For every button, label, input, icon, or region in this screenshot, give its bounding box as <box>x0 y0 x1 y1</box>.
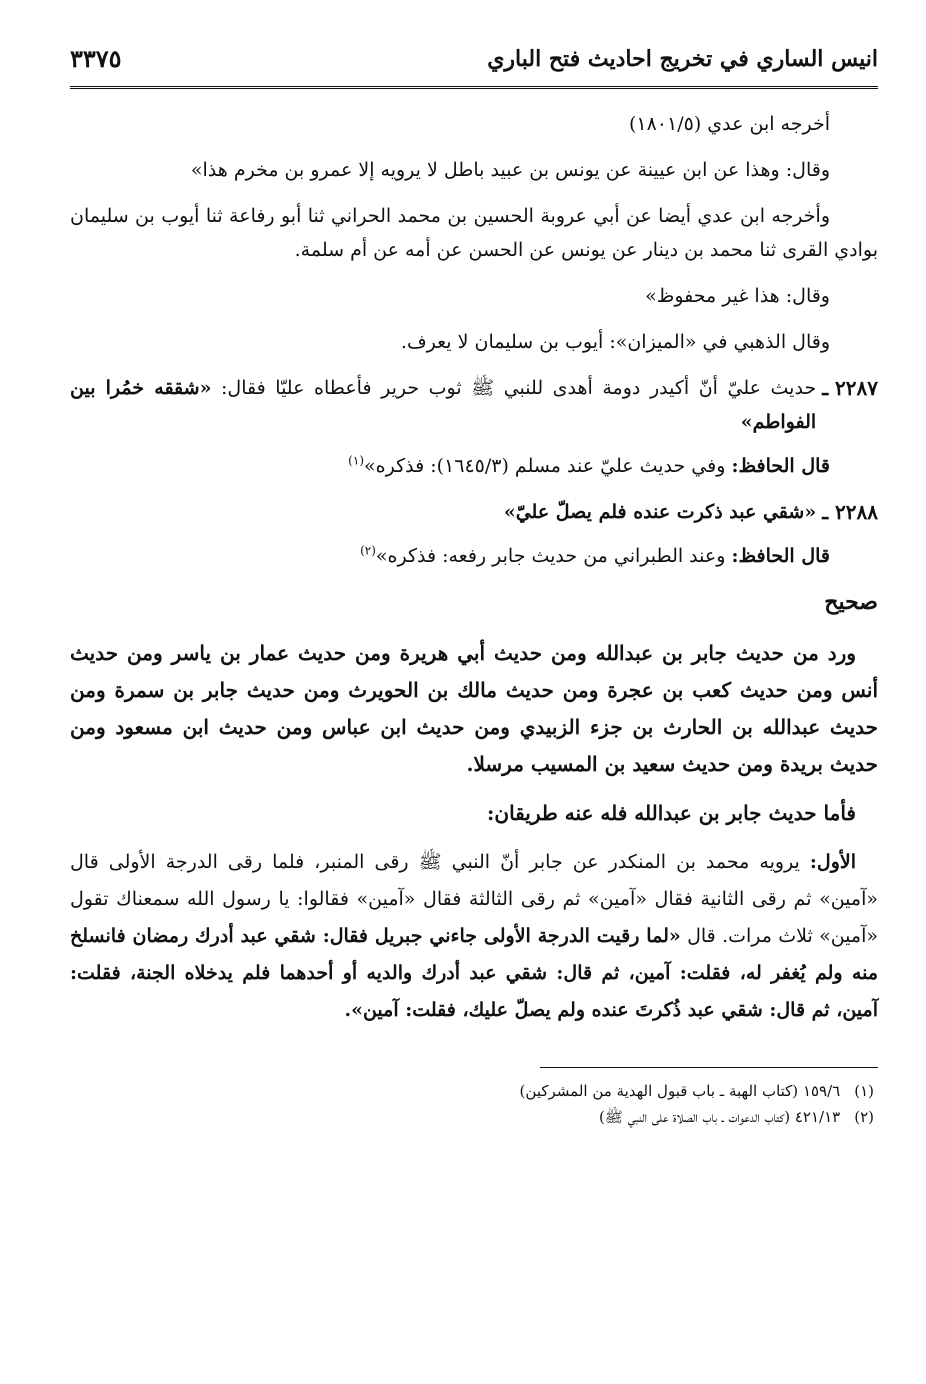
hadith-intro: حديث عليّ أنّ أكيدر دومة أهدى للنبي ﷺ ثوب حرير فأعطاه عليّا فقال: <box>221 377 817 399</box>
hadith-number: ٢٢٨٨ ـ <box>822 500 878 524</box>
running-title: انيس الساري في تخريج احاديث فتح الباري <box>487 46 878 72</box>
paragraph-ibn-adi-ref: أخرجه ابن عدي (١٨٠١/٥) <box>628 113 830 135</box>
first-way-label: الأول: <box>809 851 857 873</box>
footnote-1 <box>70 1078 878 1104</box>
page-number: ٣٣٧٥ <box>70 44 122 73</box>
hadith-quote: «شقي عبد ذكرت عنده فلم يصلّ عليّ» <box>503 501 817 523</box>
section-heading-sahih: صحيح <box>824 589 878 615</box>
footnote-text: ٤٢١/١٣ (كتاب الدعوات ـ باب الصلاة على النبي ﷺ) <box>598 1108 841 1126</box>
hafiz-text: وفي حديث عليّ عند مسلم (١٦٤٥/٣): فذكره» <box>364 455 726 477</box>
footnote-text: ١٥٩/٦ (كتاب الهبة ـ باب قبول الهدية من المشركين) <box>519 1082 841 1100</box>
paragraph-ibn-adi-comment: وقال: وهذا عن ابن عيينة عن يونس بن عبيد باطل لا يرويه إلا عمرو بن مخرم هذا» <box>190 159 830 181</box>
hafiz-note-2288 <box>70 539 878 573</box>
paragraph-ibn-adi-second: وأخرجه ابن عدي أيضا عن أبي عروبة الحسين بن محمد الحراني ثنا أبو رفاعة ثنا أيوب بن سليمان بوادي القرى ثنا محمد بن دينار عن يونس عن الحسن عن أمه عن أم سلمة. <box>70 205 878 261</box>
book-page <box>70 40 878 1130</box>
paragraph-dhahabi: وقال الذهبي في «الميزان»: أيوب بن سليمان لا يعرف. <box>400 331 830 353</box>
hadith-number: ٢٢٨٧ ـ <box>822 376 878 400</box>
footnote-divider <box>540 1067 878 1068</box>
hafiz-label: قال الحافظ: <box>731 545 830 567</box>
hadith-2287 <box>70 371 878 439</box>
page-body <box>70 107 878 1130</box>
hafiz-label: قال الحافظ: <box>731 455 830 477</box>
footnote-ref-1[interactable]: (١) <box>348 453 364 468</box>
footnote-number: (١) <box>854 1082 874 1100</box>
hafiz-note-2287 <box>70 449 878 483</box>
footnote-number: (٢) <box>854 1108 874 1126</box>
footnote-ref-2[interactable]: (٢) <box>360 543 376 558</box>
first-way-text: يرويه محمد بن المنكدر عن جابر أنّ النبي ﷺ رقى المنبر، فلما رقى الدرجة الأولى قال «آمين» ثم رقى الثانية فقال «آمين» ثم رقى الثالثة فقال «آمين» فقالوا: يا رسول الله سمعناك تقول «آمين» ثلاث مرات. قال <box>70 851 878 947</box>
hadith-quote: «شققه خمُرا بين الفواطم» <box>70 377 817 433</box>
paragraph-narrators: ورد من حديث جابر بن عبدالله ومن حديث أبي هريرة ومن حديث عمار بن ياسر ومن حديث أنس ومن حديث كعب بن عجرة ومن حديث مالك بن الحويرث ومن حديث جابر بن سمرة ومن حديث عبدالله بن الحارث بن جزء الزبيدي ومن حديث ابن عباس ومن حديث ابن مسعود ومن حديث بريدة ومن حديث سعيد بن المسيب مرسلا. <box>70 641 878 776</box>
hadith-2288 <box>70 495 878 529</box>
hadith-text <box>70 371 816 439</box>
paragraph-not-preserved: وقال: هذا غير محفوظ» <box>645 285 830 307</box>
first-way-quote: «لما رقيت الدرجة الأولى جاءني جبريل فقال: شقي عبد أدرك رمضان فانسلخ منه ولم يُغفر له، فقلت: آمين، ثم قال: شقي عبد أدرك والديه أو أحدهما فلم يدخلاه الجنة، فقلت: آمين، ثم قال: شقي عبد ذُكرتَ عنده ولم يصلّ عليك، فقلت: آمين». <box>70 925 878 1021</box>
hafiz-text: وعند الطبراني من حديث جابر رفعه: فذكره» <box>375 545 726 567</box>
subheading-jabir: فأما حديث جابر بن عبدالله فله عنه طريقان: <box>487 801 856 825</box>
footnote-2 <box>70 1104 878 1130</box>
paragraph-first-way <box>70 844 878 1029</box>
page-header <box>70 40 878 89</box>
